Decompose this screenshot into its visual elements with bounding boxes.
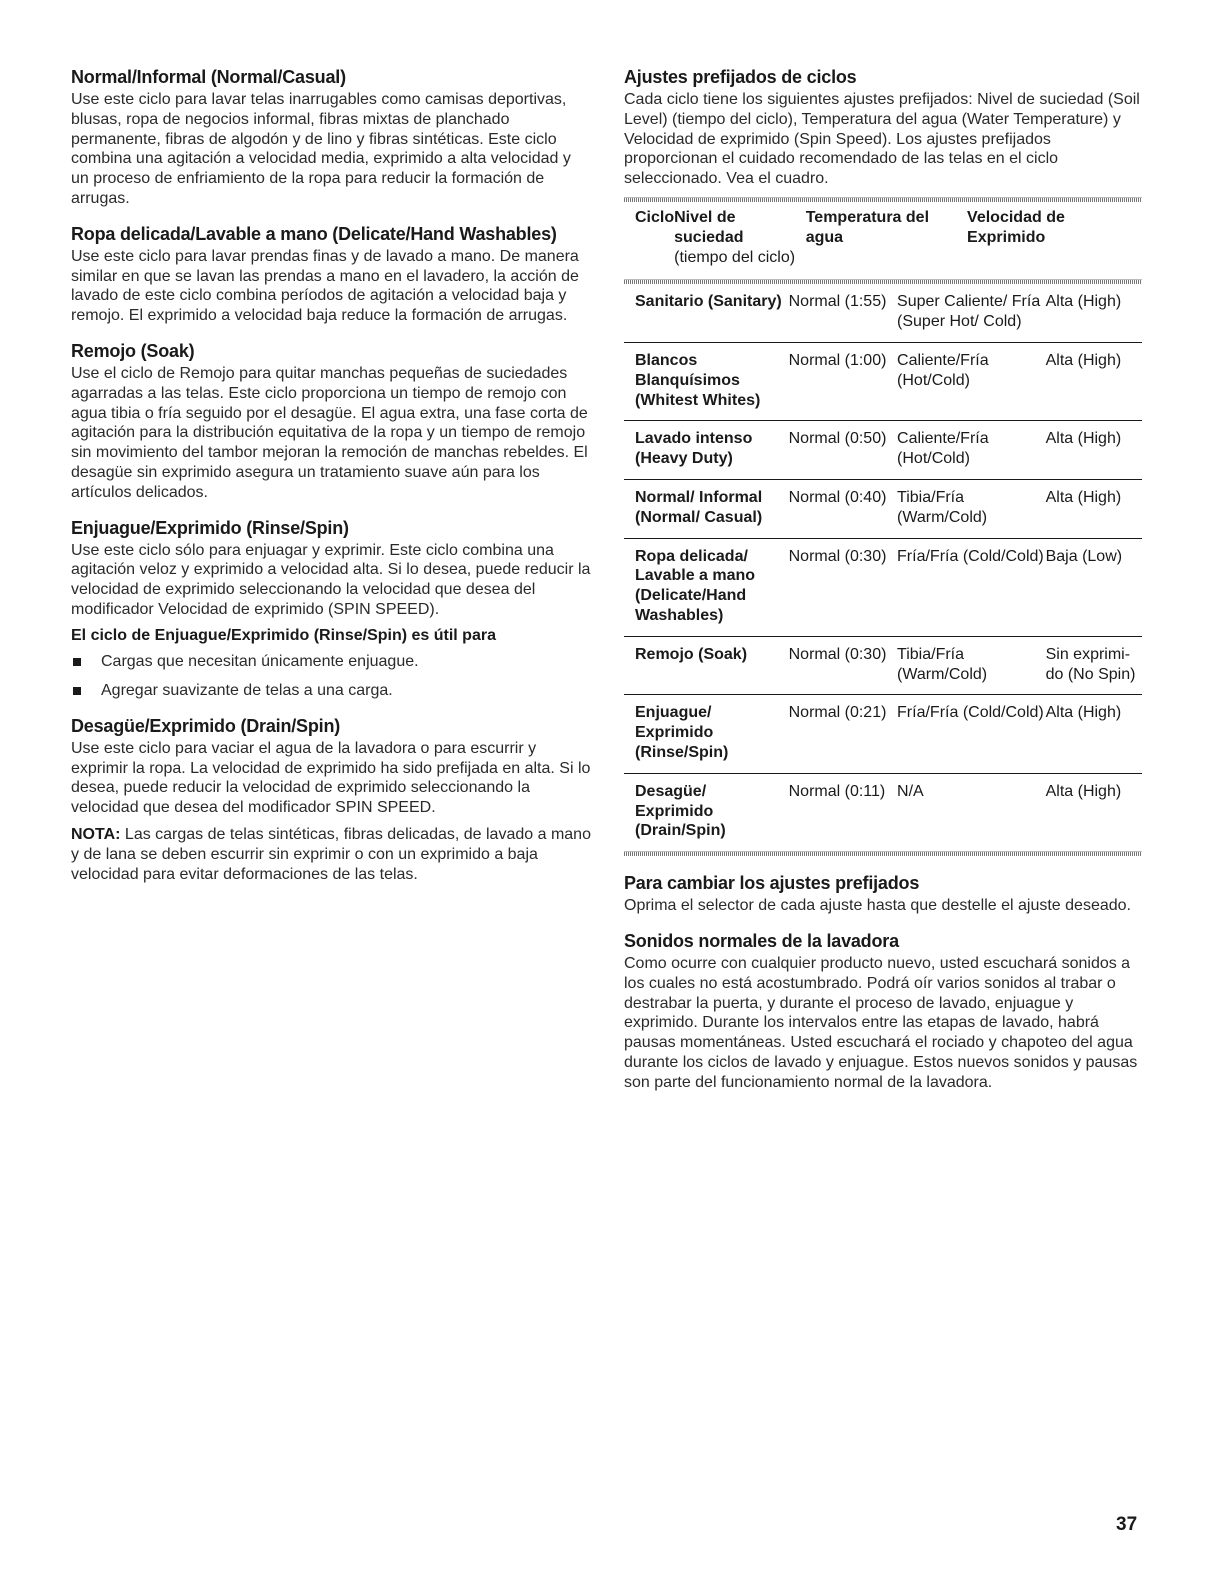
section-subheading: El ciclo de Enjuague/Exprimido (Rinse/Spin) es útil para <box>71 626 496 644</box>
cycles-table-body <box>624 284 1142 851</box>
cell-nivel: Normal (0:40) <box>789 479 897 538</box>
list-item <box>71 681 593 701</box>
cell-temp: N/A <box>897 782 924 800</box>
section-cambiar-ajustes <box>624 872 1146 916</box>
note-text: Las cargas de telas sintéticas, fibras delicadas, de lavado a mano y de lana se deben escurrir sin exprimir o con un exprimido a baja velocidad para evitar deformaciones de las telas. <box>71 825 591 883</box>
section-body: Cada ciclo tiene los siguientes ajustes prefijados: Nivel de suciedad (Soil Level) (tiempo del ciclo), Temperatura del agua (Water Temperature) y Velocidad de exprimido (Spin Speed). Los ajustes prefijados proporcionan el cuidado recomendado de las telas en el ciclo seleccionado. Vea el cuadro. <box>624 91 1140 188</box>
header-nivel <box>674 202 806 279</box>
cell-temp: Caliente/Fría (Hot/Cold) <box>897 421 1046 480</box>
cell-ciclo: Remojo (Soak) <box>624 636 789 695</box>
note-label: NOTA: <box>71 825 121 843</box>
section-sonidos-normales <box>624 930 1146 1093</box>
table-bottom-rule <box>624 851 1142 856</box>
cell-ciclo: Ropa delicada/ Lavable a mano (Delicate/Hand Washables) <box>624 538 789 636</box>
cell-nivel: Normal (0:30) <box>789 538 897 636</box>
section-body: Use este ciclo sólo para enjuagar y exprimir. Este ciclo combina una agitación veloz y exprimido a velocidad alta. Si lo desea, puede reducir la velocidad de exprimido seleccionando la velocidad que desea del modificador Velocidad de exprimido (SPIN SPEED). <box>71 541 591 618</box>
preset-cycles-table <box>624 197 1142 856</box>
cell-ciclo: Lavado intenso (Heavy Duty) <box>624 421 789 480</box>
section-body: Como ocurre con cualquier producto nuevo, usted escuchará sonidos a los cuales no está acostumbrado. Podrá oír varios sonidos al trabar o destrabar la puerta, y durante el proceso de lavado, enjuague y exprimido. Durante los intervalos entre las etapas de lavado, habrá pausas momentáneas. Usted escuchará el rociado y chapoteo del agua durante los ciclos de lavado y enjuague. Estos nuevos sonidos y pausas son parte del funcionamiento normal de la lavadora. <box>624 954 1138 1091</box>
table-row <box>624 773 1142 851</box>
cell-nivel: Normal (0:30) <box>789 636 897 695</box>
cell-temp: Super Caliente/ Fría (Super Hot/ Cold) <box>897 284 1046 342</box>
header-temperatura: Temperatura del agua <box>805 208 930 246</box>
section-remojo <box>71 340 593 503</box>
section-ajustes-prefijados <box>624 66 1146 189</box>
note-paragraph <box>71 825 593 884</box>
cell-nivel: Normal (0:11) <box>788 782 886 800</box>
cell-nivel: Normal (0:50) <box>789 421 897 480</box>
cell-vel: Alta (High) <box>1046 284 1142 342</box>
section-enjuague-exprimido <box>71 517 593 701</box>
cell-temp: Caliente/Fría (Hot/Cold) <box>897 342 1046 420</box>
header-nivel-time: (tiempo del ciclo) <box>674 248 796 266</box>
list-item-text: Cargas que necesitan únicamente enjuague. <box>101 652 419 670</box>
section-body: Use este ciclo para vaciar el agua de la lavadora o para escurrir y exprimir la ropa. La velocidad de exprimido ha sido prefijada en alta. Si lo desea, puede reducir la velocidad de exprimido seleccionando la velocidad que desea del modificador SPIN SPEED. <box>71 739 591 817</box>
header-ciclo: Ciclo <box>635 208 675 226</box>
square-bullet-icon <box>73 687 81 695</box>
square-bullet-icon <box>73 658 81 666</box>
table-row <box>624 284 1142 342</box>
cell-ciclo: Normal/ Informal (Normal/ Casual) <box>624 479 789 538</box>
cell-nivel: Normal (1:00) <box>789 342 897 420</box>
section-title: Normal/Informal (Normal/Casual) <box>71 67 346 87</box>
cell-ciclo: Sanitario (Sanitary) <box>624 284 789 342</box>
right-column <box>624 66 1146 1106</box>
cell-temp: Tibia/Fría (Warm/Cold) <box>897 636 1046 695</box>
cell-ciclo: Enjuague/ Exprimido (Rinse/Spin) <box>624 695 789 773</box>
cell-ciclo: Desagüe/ Exprimido (Drain/Spin) <box>635 782 726 840</box>
cell-ciclo: Blancos Blanquísimos (Whitest Whites) <box>624 342 789 420</box>
cell-nivel: Normal (0:21) <box>789 695 897 773</box>
cycles-table <box>624 202 1142 279</box>
cell-vel: Alta (High) <box>1046 342 1142 420</box>
cell-temp: Tibia/Fría (Warm/Cold) <box>897 479 1046 538</box>
section-title: Desagüe/Exprimido (Drain/Spin) <box>71 715 341 736</box>
list-item <box>71 652 593 672</box>
cell-vel: Sin exprimi- do (No Spin) <box>1046 636 1142 695</box>
header-velocidad: Velocidad de Exprimido <box>967 208 1065 246</box>
section-desague-exprimido <box>71 715 593 885</box>
table-row <box>624 479 1142 538</box>
table-header-row <box>624 202 1142 279</box>
table-row <box>624 636 1142 695</box>
cell-vel: Alta (High) <box>1046 695 1142 773</box>
section-title: Enjuague/Exprimido (Rinse/Spin) <box>71 517 349 538</box>
cell-vel: Baja (Low) <box>1046 538 1142 636</box>
section-body: Use el ciclo de Remojo para quitar manchas pequeñas de suciedades agarradas a las telas. Este ciclo proporciona un tiempo de remojo con agua tibia o fría seguido por el desagüe. El agua extra, una fase corta de agitación para la distribución equitativa de la ropa y un tiempo de remojo sin movimiento del tambor mejoran la remoción de manchas rebeldes. El desagüe sin exprimido asegura un tratamiento suave aún para los artículos delicados. <box>71 364 588 501</box>
section-title: Sonidos normales de la lavadora <box>624 930 899 951</box>
cell-temp: Fría/Fría (Cold/Cold) <box>897 695 1046 773</box>
list-item-text: Agregar suavizante de telas a una carga. <box>101 681 393 699</box>
header-nivel-bold: Nivel de suciedad <box>674 208 744 246</box>
cell-vel: Alta (High) <box>1046 479 1142 538</box>
table-row <box>624 538 1142 636</box>
section-title: Ajustes prefijados de ciclos <box>624 67 857 87</box>
section-normal-informal <box>71 66 593 209</box>
left-column <box>71 66 593 898</box>
cell-vel: Alta (High) <box>1045 782 1122 800</box>
table-row <box>624 421 1142 480</box>
cell-temp: Fría/Fría (Cold/Cold) <box>897 538 1046 636</box>
cell-vel: Alta (High) <box>1046 421 1142 480</box>
section-title: Ropa delicada/Lavable a mano (Delicate/Hand Washables) <box>71 223 557 244</box>
page-number: 37 <box>1116 1514 1138 1535</box>
bullet-list <box>71 652 593 701</box>
table-row <box>624 695 1142 773</box>
section-title: Remojo (Soak) <box>71 340 195 361</box>
section-body: Oprima el selector de cada ajuste hasta que destelle el ajuste deseado. <box>624 897 1131 915</box>
table-row <box>624 342 1142 420</box>
section-ropa-delicada <box>71 223 593 326</box>
section-body: Use este ciclo para lavar prendas finas y de lavado a mano. De manera similar en que se lavan las prendas a mano en el lavadero, la acción de lavado de este ciclo combina períodos de agitación a velocidad baja y remojo. El exprimido a velocidad baja reduce la formación de arrugas. <box>71 247 579 325</box>
section-body: Use este ciclo para lavar telas inarrugables como camisas deportivas, blusas, ropa de negocios informal, fibras mixtas de planchado permanente, fibras de algodón y de lino y fibras sintéticas. Este ciclo combina una agitación a velocidad media, exprimido a alta velocidad y un proceso de enfriamiento de la ropa para reducir la formación de arrugas. <box>71 91 571 207</box>
cell-nivel: Normal (1:55) <box>789 284 897 342</box>
section-title: Para cambiar los ajustes prefijados <box>624 873 920 894</box>
